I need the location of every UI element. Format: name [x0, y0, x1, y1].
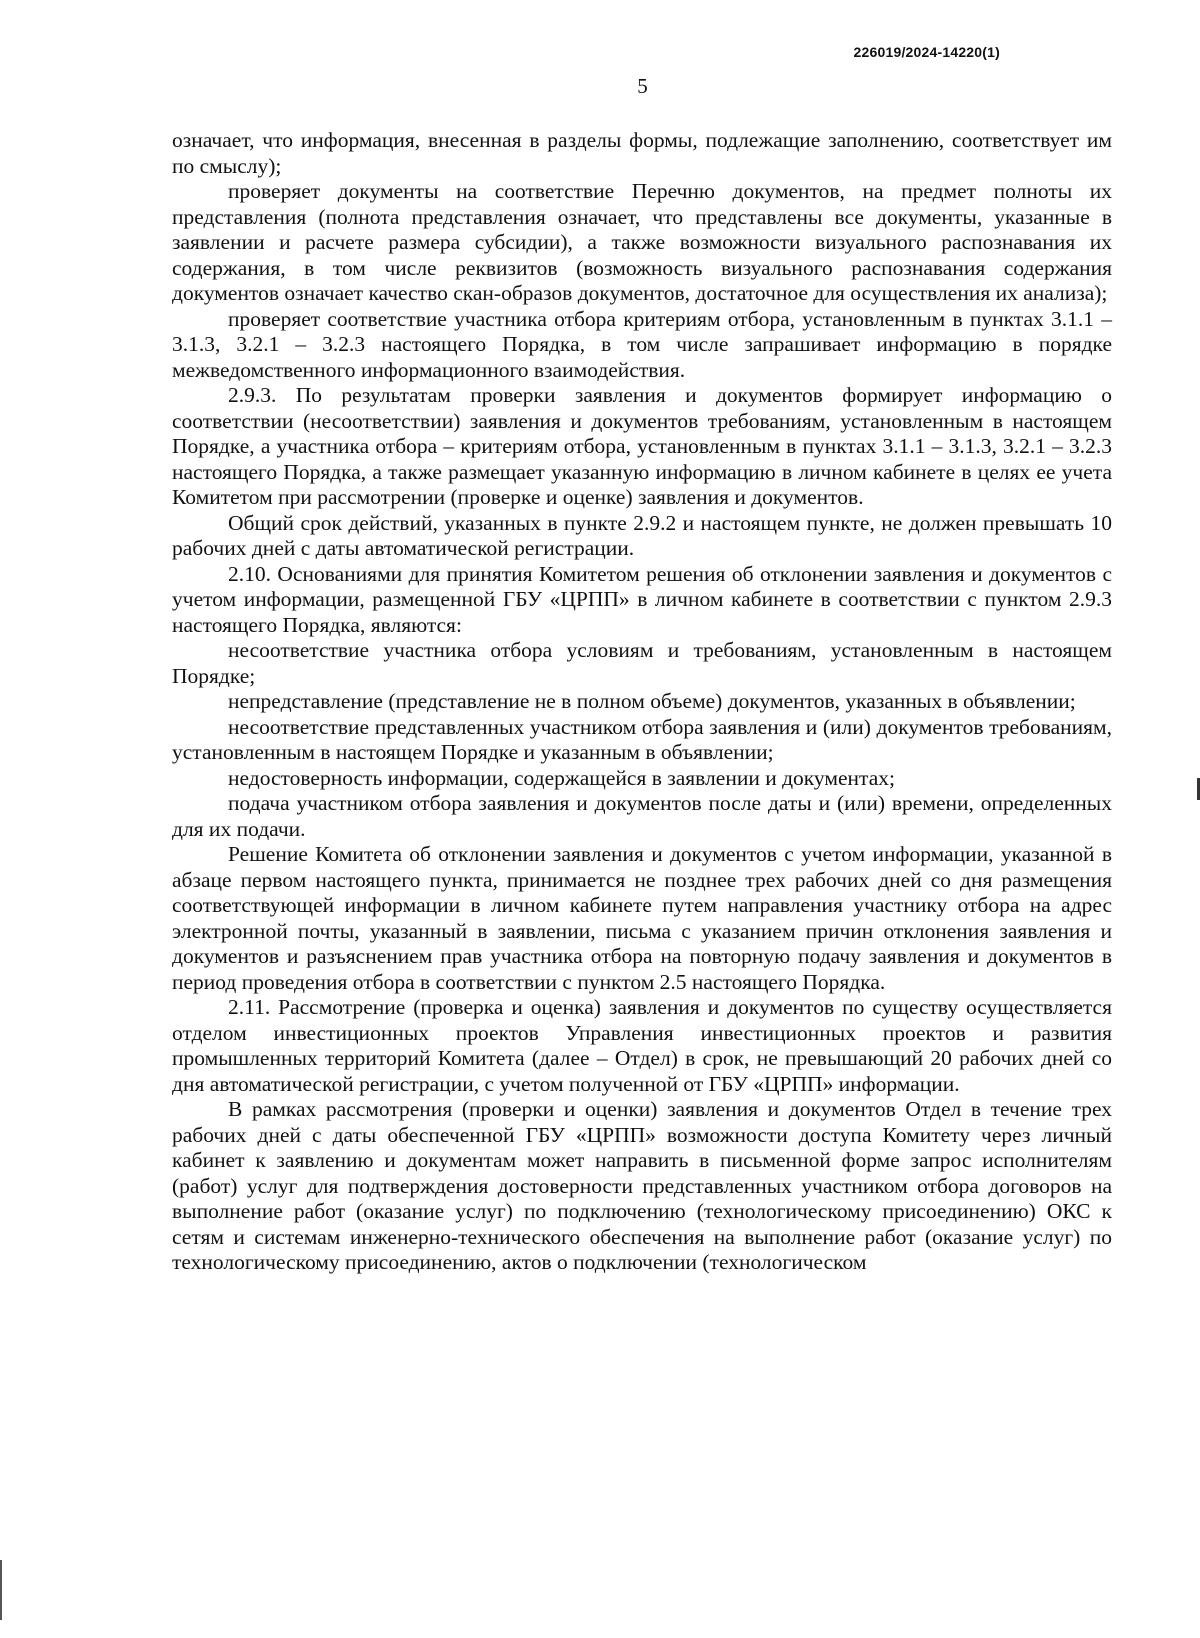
paragraph: недостоверность информации, содержащейся в заявлении и документах; [228, 765, 895, 790]
scan-artifact [0, 1560, 2, 1620]
paragraph: подача участником отбора заявления и документов после даты и (или) времени, определенных для их подачи. [172, 791, 1112, 841]
paragraph: непредставление (представление не в полном объеме) документов, указанных в объявлении; [228, 689, 1076, 713]
paragraph: означает, что информация, внесенная в разделы формы, подлежащие заполнению, соответствует им по смыслу); [172, 128, 1112, 178]
paragraph: несоответствие представленных участником отбора заявления и (или) документов требованиям, установленным в настоящем Порядке и указанным в объявлении; [172, 714, 1112, 764]
paragraph: В рамках рассмотрения (проверки и оценки) заявления и документов Отдел в течение трех рабочих дней с даты обеспеченной ГБУ «ЦРПП» возможности доступа Комитету через личный кабинет к заявлению и документам может направить в письменной форме запрос исполнителям (работ) услуг для подтверждения достоверности представленных участником отбора договоров на выполнение работ (оказание услуг) по подключению (технологическому присоединению) ОКС к сетям и системам инженерно-технического обеспечения на выполнение работ (оказание услуг) по технологическому присоединению, актов о подключении (технологическом [172, 1097, 1112, 1274]
paragraph: проверяет документы на соответствие Перечню документов, на предмет полноты их представления (полнота представления означает, что представлены все документы, указанные в заявлении и расчете размера субсидии), а также возможности визуального распознавания их содержания, в том числе реквизитов (возможность визуального распознавания содержания документов означает качество скан-образов документов, достаточное для осуществления их анализа); [172, 179, 1112, 305]
page-number: 5 [637, 74, 648, 98]
paragraph: 2.9.3. По результатам проверки заявления и документов формирует информацию о соответствии (несоответствии) заявления и документов требованиям, установленным в настоящем Порядке, а участника отбора – критериям отбора, установленным в пунктах 3.1.1 – 3.1.3, 3.2.1 – 3.2.3 настоящего Порядка, а также размещает указанную информацию в личном кабинете в целях ее учета Комитетом при рассмотрении (проверке и оценке) заявления и документов. [172, 383, 1112, 509]
document-body [172, 128, 1112, 1276]
paragraph: 2.11. Рассмотрение (проверка и оценка) заявления и документов по существу осуществляется отделом инвестиционных проектов Управления инвестиционных проектов и развития промышленных территорий Комитета (далее – Отдел) в срок, не превышающий 20 рабочих дней со дня автоматической регистрации, с учетом полученной от ГБУ «ЦРПП» информации. [172, 995, 1112, 1096]
paragraph: проверяет соответствие участника отбора критериям отбора, установленным в пунктах 3.1.1 – 3.1.3, 3.2.1 – 3.2.3 настоящего Порядка, в том числе запрашивает информацию в порядке межведомственного информационного взаимодействия. [172, 306, 1112, 382]
paragraph: Общий срок действий, указанных в пункте 2.9.2 и настоящем пункте, не должен превышать 10 рабочих дней с даты автоматической регистрации. [172, 510, 1112, 560]
paragraph: 2.10. Основаниями для принятия Комитетом решения об отклонении заявления и документов с учетом информации, размещенной ГБУ «ЦРПП» в личном кабинете в соответствии с пунктом 2.9.3 настоящего Порядка, являются: [172, 561, 1112, 637]
document-id: 226019/2024-14220(1) [853, 44, 1000, 60]
paragraph: несоответствие участника отбора условиям и требованиям, установленным в настоящем Порядке; [172, 638, 1112, 688]
paragraph: Решение Комитета об отклонении заявления и документов с учетом информации, указанной в абзаце первом настоящего пункта, принимается не позднее трех рабочих дней со дня размещения соответствующей информации в личном кабинете путем направления участнику отбора на адрес электронной почты, указанный в заявлении, письма с указанием причин отклонения заявления и документов и разъяснением прав участника отбора на повторную подачу заявления и документов в период проведения отбора в соответствии с пунктом 2.5 настоящего Порядка. [172, 842, 1112, 994]
